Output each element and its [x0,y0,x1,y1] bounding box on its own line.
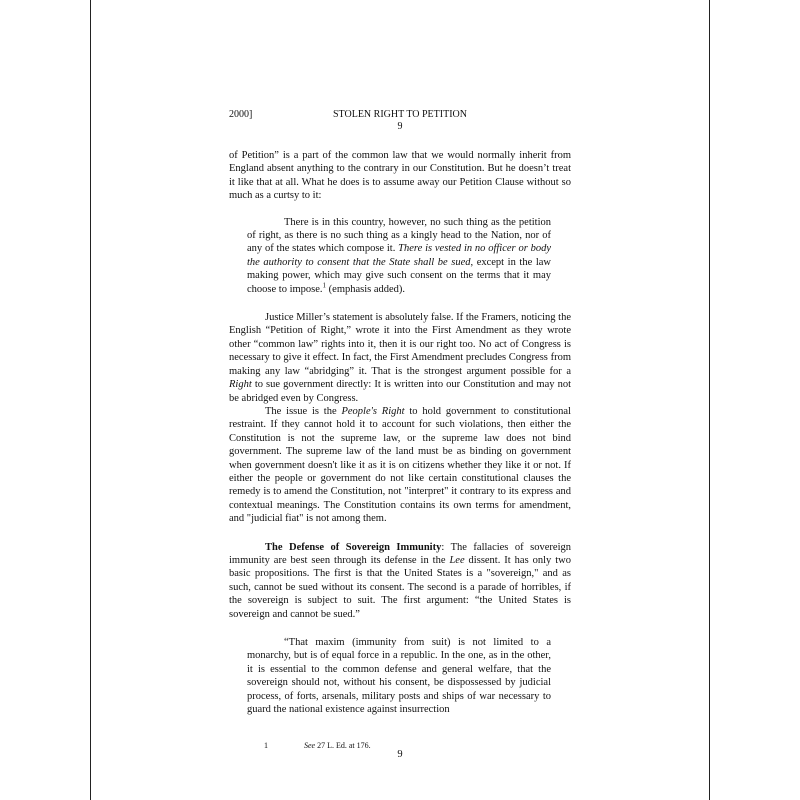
block-quote-2 [247,636,551,716]
header-page-number: 9 [397,121,403,132]
paragraph-3 [229,405,571,526]
footnote-number: 1 [264,741,268,750]
paragraph-3-start: The issue is the [265,405,342,417]
paragraph-4-rest: dissent. It has only two basic propositions. The first is that the United States is a "sovereign," and as such, cannot be sued without its consent. The second is a parade of horribles, if the sovereign is subject to suit. The first argument: “the United States is sovereign and cannot be sued.” [229,554,571,620]
page-body [229,108,571,716]
footnote-signal: See [304,741,316,750]
paragraph-3-italic: People's Right [341,405,405,417]
header-title: STOLEN RIGHT TO PETITION [333,109,467,120]
footnote-text: 27 L. Ed. at 176. [315,741,371,750]
left-page-border [90,0,91,800]
paragraph-4-italic: Lee [449,554,465,566]
quote-1-part-c: (emphasis added). [326,283,406,295]
quote-1-emphasis: There is vested in no officer or body the authority to consent that the State shall be sued [247,243,551,268]
quote-1-part-a: There is in this country, however, no such thing as the petition of right, as there is no such thing as a kingly head to the Nation, nor of any of the states which compose it. [247,216,551,255]
paragraph-2-italic: Right [229,379,252,391]
paragraph-4-start: : The fallacies of sovereign immunity are best seen through its defense in the [229,541,571,566]
paragraph-2-text: Justice Miller’s statement is absolutely false. If the Framers, noticing the English “Petition of Right,” wrote it into the First Amendment as they wrote other “common law” rights into it, then it is our right too. No act of Congress is necessary to give it effect. In fact, the First Amendment precludes Congress from making any law “abridging” it. That is the strongest argument possible for a [229,312,571,377]
block-quote-1-text [247,216,551,296]
footnote-ref[interactable]: 1 [322,281,327,290]
paragraph-2-end: to sue government directly: It is written into our Constitution and may not be abridged even by Congress. [229,379,571,404]
paragraph-1: of Petition” is a part of the common law that we would normally inherit from England absent anything to the contrary in our Constitution. But he doesn’t treat it like that at all. What he does is to assume away our Petition Clause without so much as a curtsy to it: [229,150,571,202]
section-heading: The Defense of Sovereign Immunity [265,541,442,553]
block-quote-2-text: “That maxim (immunity from suit) is not limited to a monarchy, but is of equal force in a republic. In the one, as in the other, it is essential to the common defense and general welfare, that the sovereign should not, without his consent, be dispossessed by judicial process, of forts, arsenals, military posts and ships of war necessary to guard the national existence against insurrection [247,637,551,716]
paragraph-4 [229,541,571,621]
right-page-border [709,0,710,800]
block-quote-1 [247,216,551,296]
paragraph-2 [229,311,571,405]
running-header [229,108,571,122]
footer-page-number: 9 [397,749,403,760]
header-volume: 2000] [229,109,253,120]
quote-1-part-b: , except in the law making power, which may give such consent on the terms that it may choose to impose. [247,256,551,295]
paragraph-3-rest: to hold government to constitutional restraint. If they cannot hold it to account for such violations, then either the Constitution is not the supreme law, or the supreme law does not bind government. The supreme law of the land must be as binding on government when government doesn't like it as it is on citizens whether they like it or not. If either the people or government do not like certain constitutional clauses the remedy is to amend the Constitution, not "interpret" it contrary to its express and contextual meanings. The Constitution contains its own terms for amendment, and "judicial fiat" is not among them. [229,405,571,525]
